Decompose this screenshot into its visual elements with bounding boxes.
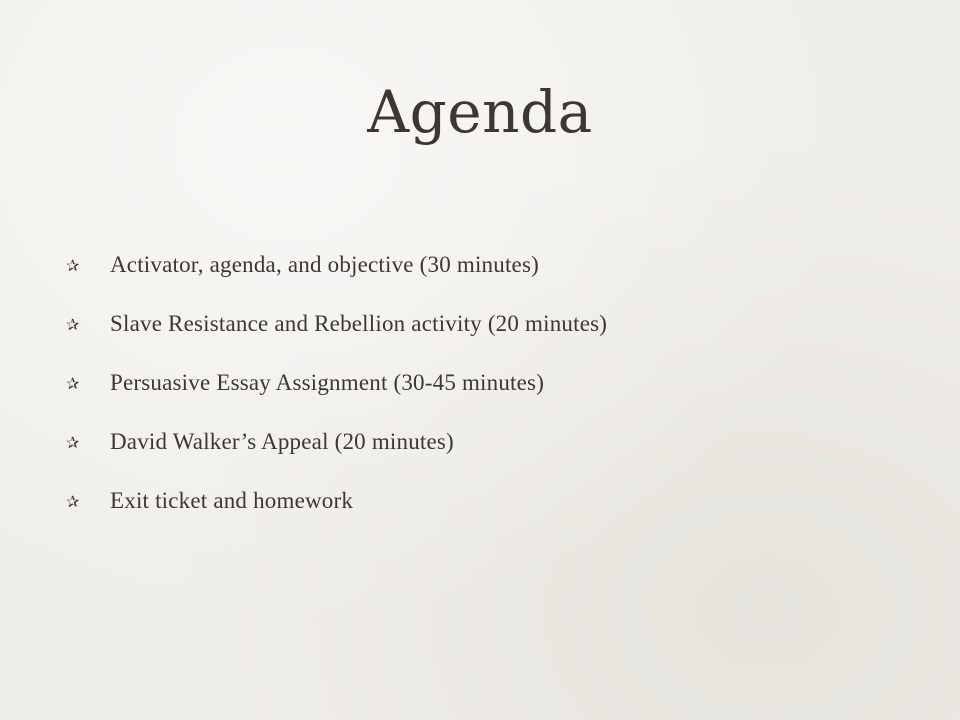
star-bullet-icon: ✰: [66, 314, 80, 334]
slide-title: Agenda: [367, 78, 593, 146]
star-bullet-icon: ✰: [66, 255, 80, 275]
list-item-text: Slave Resistance and Rebellion activity (20 minutes): [110, 311, 608, 336]
list-item: [60, 486, 920, 516]
star-bullet-icon: ✰: [66, 432, 80, 452]
list-item-text: Exit ticket and homework: [110, 488, 354, 513]
list-item-text: Activator, agenda, and objective (30 minutes): [110, 252, 539, 277]
list-item: [60, 427, 920, 457]
list-item-text: Persuasive Essay Assignment (30-45 minutes): [110, 370, 545, 395]
list-item: [60, 368, 920, 398]
list-item: [60, 250, 920, 280]
star-bullet-icon: ✰: [66, 491, 80, 511]
list-item: [60, 309, 920, 339]
list-item-text: David Walker’s Appeal (20 minutes): [110, 429, 454, 454]
star-bullet-icon: ✰: [66, 373, 80, 393]
agenda-list: [60, 250, 920, 545]
